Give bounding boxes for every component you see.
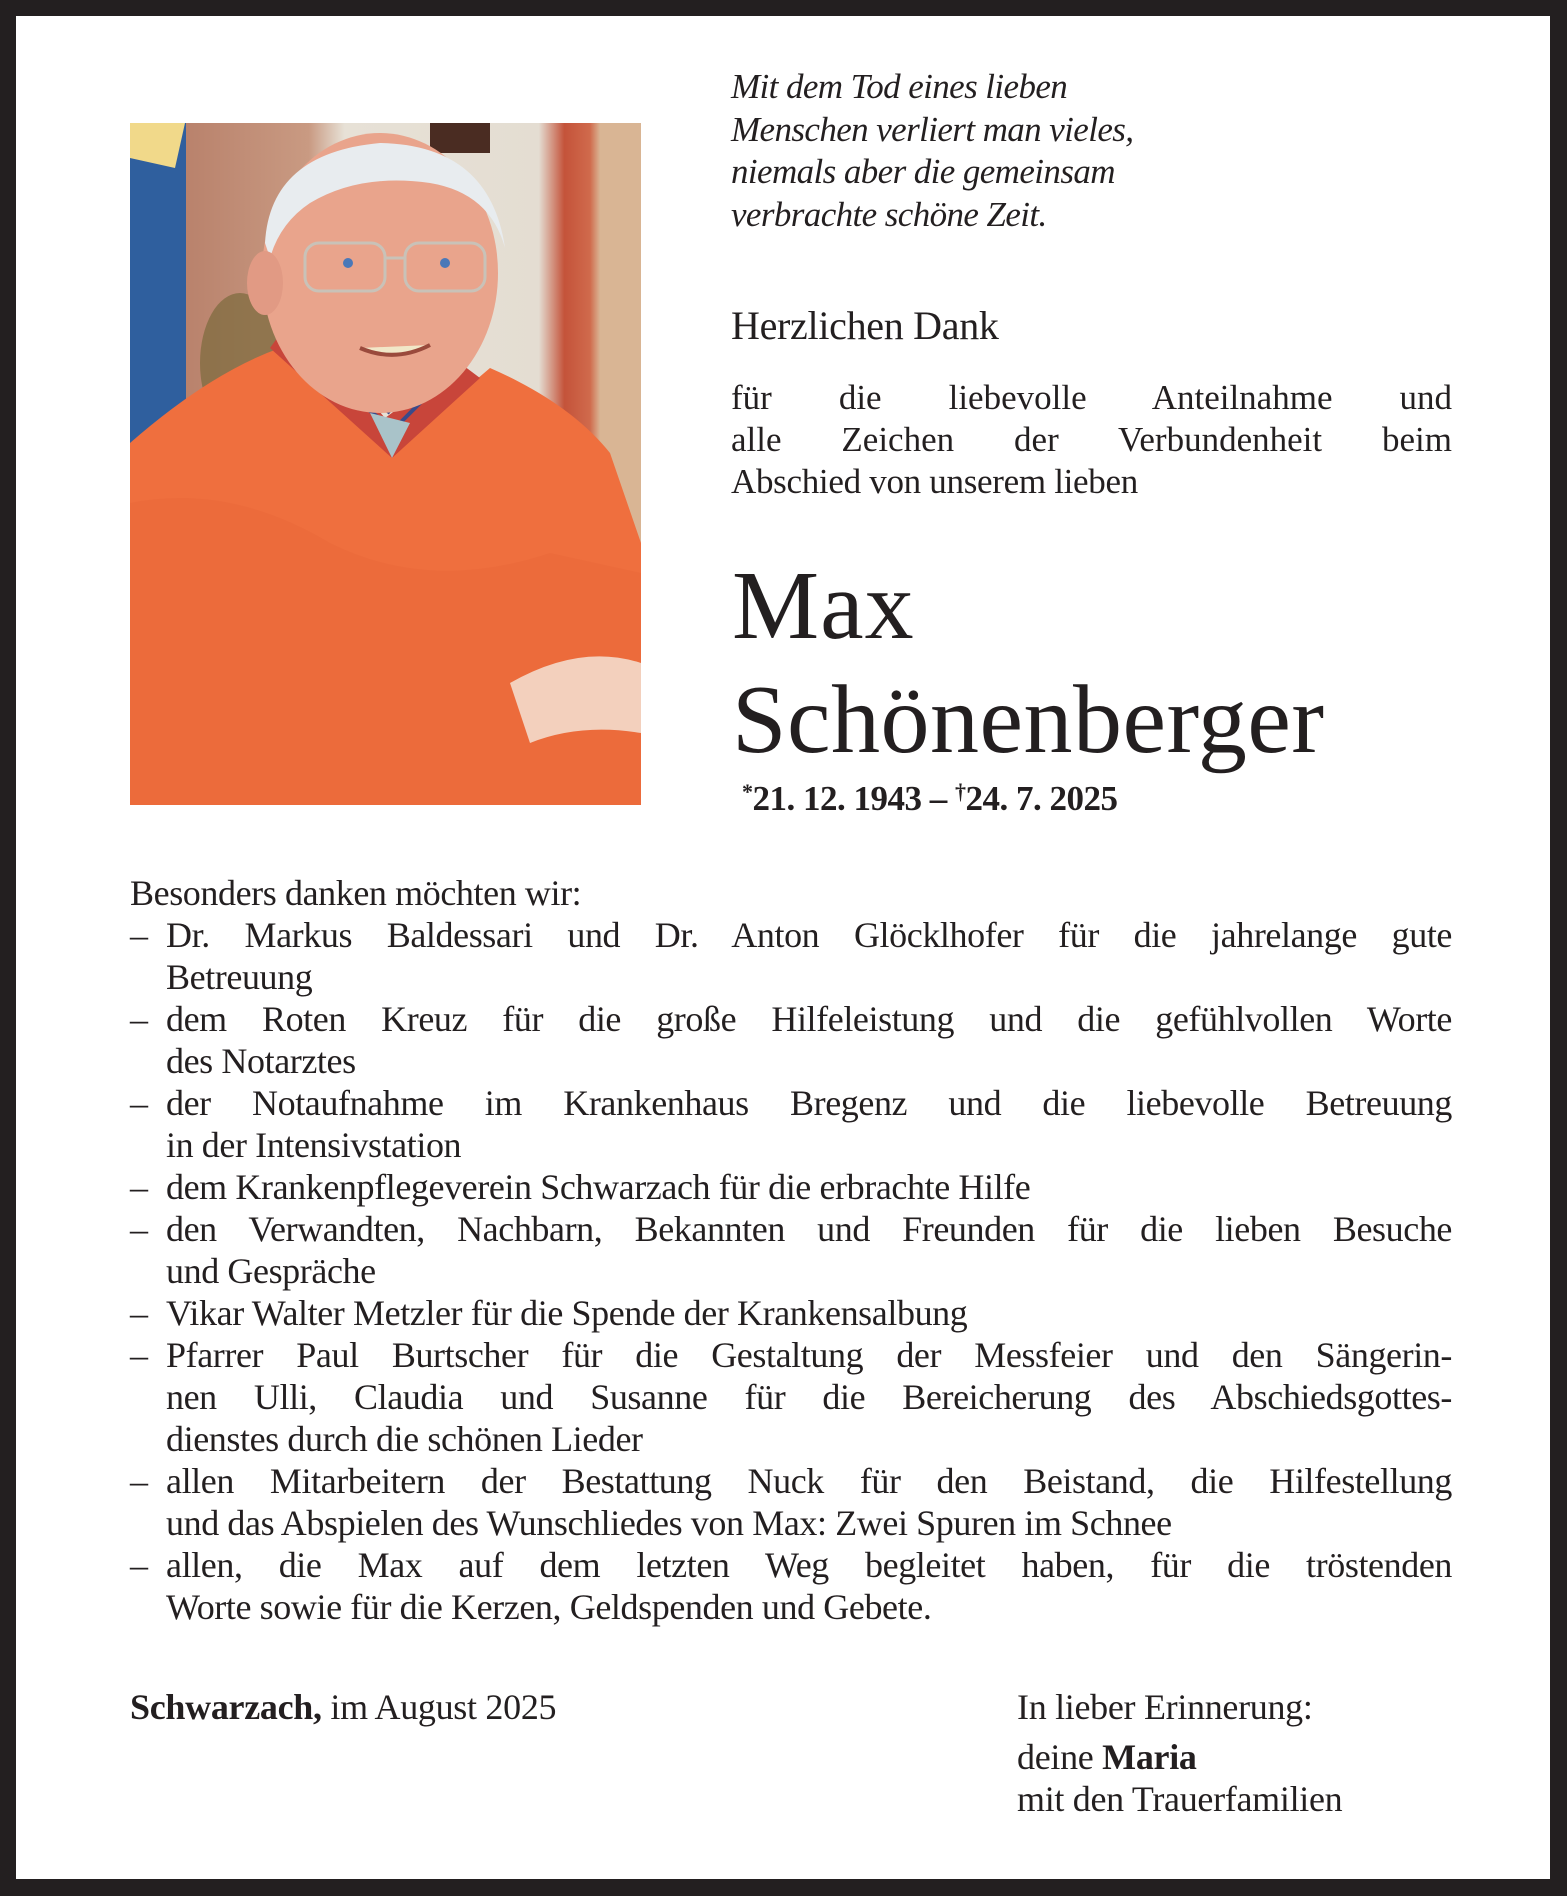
list-dash-icon: – bbox=[130, 1545, 148, 1585]
life-dates bbox=[742, 779, 1118, 819]
portrait-photo bbox=[130, 123, 641, 805]
thanks-list-item-line: und das Abspielen des Wunschliedes von Max: Zwei Spuren im Schnee bbox=[166, 1503, 1172, 1543]
deceased-first-name: Max bbox=[732, 552, 915, 660]
thanks-list-item bbox=[130, 998, 1452, 1082]
thanks-paragraph-line: alle Zeichen der Verbundenheit beim bbox=[731, 420, 1452, 459]
left-eye bbox=[343, 258, 353, 268]
birth-date: 21. 12. 1943 bbox=[752, 779, 922, 818]
quote-line: Menschen verliert man vieles, bbox=[731, 110, 1134, 149]
thanks-list-item bbox=[130, 1166, 1452, 1208]
list-dash-icon: – bbox=[130, 915, 148, 955]
thanks-list-item-line: Betreuung bbox=[166, 957, 313, 997]
thanks-list-item-line: in der Intensivstation bbox=[166, 1125, 462, 1165]
place-date bbox=[130, 1686, 556, 1728]
death-date: 24. 7. 2025 bbox=[965, 779, 1118, 818]
signer-prefix: deine bbox=[1017, 1737, 1094, 1777]
thanks-list-item bbox=[130, 914, 1452, 998]
thanks-list-item-line: Worte sowie für die Kerzen, Geldspenden und Gebete. bbox=[166, 1587, 932, 1627]
thanks-list-item-line: dienstes durch die schönen Lieder bbox=[166, 1419, 643, 1459]
death-cross-icon: † bbox=[955, 779, 966, 804]
list-dash-icon: – bbox=[130, 1293, 148, 1333]
list-dash-icon: – bbox=[130, 1167, 148, 1207]
notice-date: im August 2025 bbox=[330, 1687, 557, 1727]
right-eye bbox=[440, 258, 450, 268]
mourning-families: mit den Trauerfamilien bbox=[1017, 1779, 1343, 1819]
list-dash-icon: – bbox=[130, 999, 148, 1039]
thanks-list-item bbox=[130, 1082, 1452, 1166]
thanks-list-item-line: des Notarztes bbox=[166, 1041, 356, 1081]
thanks-list-item-line: dem Krankenpflegeverein Schwarzach für die erbrachte Hilfe bbox=[166, 1167, 1031, 1207]
thanks-list-item-line: nen Ulli, Claudia und Susanne für die Bereicherung des Abschiedsgottes- bbox=[166, 1377, 1452, 1417]
thanks-list-item bbox=[130, 1334, 1452, 1460]
obituary-notice bbox=[16, 16, 1550, 1879]
thanks-paragraph-line: Abschied von unserem lieben bbox=[731, 462, 1138, 501]
memory-label: In lieber Erinnerung: bbox=[1017, 1687, 1313, 1727]
thanks-list-item-line: den Verwandten, Nachbarn, Bekannten und Freunden für die lieben Besuche bbox=[166, 1209, 1452, 1249]
thanks-list-item-line: und Gespräche bbox=[166, 1251, 376, 1291]
thanks-list-item bbox=[130, 1208, 1452, 1292]
lamp-shape bbox=[130, 123, 185, 168]
thanks-list-item bbox=[130, 1292, 1452, 1334]
thanks-list-item bbox=[130, 1460, 1452, 1544]
signer bbox=[1017, 1736, 1197, 1778]
deceased-last-name: Schönenberger bbox=[732, 666, 1325, 774]
thanks-list-item-line: allen Mitarbeitern der Bestattung Nuck für den Beistand, die Hilfestellung bbox=[166, 1461, 1452, 1501]
list-dash-icon: – bbox=[130, 1083, 148, 1123]
signer-name: Maria bbox=[1102, 1737, 1197, 1777]
list-dash-icon: – bbox=[130, 1461, 148, 1501]
quote-line: Mit dem Tod eines lieben bbox=[731, 67, 1068, 106]
list-dash-icon: – bbox=[130, 1335, 148, 1375]
thanks-heading: Herzlichen Dank bbox=[731, 303, 999, 348]
thanks-list-item bbox=[130, 1544, 1452, 1628]
portrait-illustration bbox=[130, 123, 641, 805]
thanks-list-item-line: dem Roten Kreuz für die große Hilfeleistung und die gefühlvollen Worte bbox=[166, 999, 1452, 1039]
thanks-list-item-line: allen, die Max auf dem letzten Weg begleitet haben, für die tröstenden bbox=[166, 1545, 1452, 1585]
quote-line: niemals aber die gemeinsam bbox=[731, 152, 1115, 191]
thanks-list bbox=[130, 914, 1452, 1628]
birth-star-icon: * bbox=[742, 779, 753, 804]
list-dash-icon: – bbox=[130, 1209, 148, 1249]
place-name: Schwarzach, bbox=[130, 1687, 322, 1727]
thanks-paragraph-line: für die liebevolle Anteilnahme und bbox=[731, 378, 1452, 417]
thanks-list-item-line: der Notaufnahme im Krankenhaus Bregenz und die liebevolle Betreuung bbox=[166, 1083, 1452, 1123]
date-separator: – bbox=[929, 779, 947, 818]
left-ear-shape bbox=[247, 251, 283, 315]
picture-frame-shape bbox=[430, 123, 490, 153]
quote-line: verbrachte schöne Zeit. bbox=[731, 195, 1047, 234]
thanks-list-item-line: Vikar Walter Metzler für die Spende der Krankensalbung bbox=[166, 1293, 968, 1333]
thanks-list-intro: Besonders danken möchten wir: bbox=[130, 873, 582, 913]
thanks-list-item-line: Dr. Markus Baldessari und Dr. Anton Glöcklhofer für die jahrelange gute bbox=[166, 915, 1452, 955]
thanks-list-item-line: Pfarrer Paul Burtscher für die Gestaltung der Messfeier und den Sängerin- bbox=[166, 1335, 1452, 1375]
